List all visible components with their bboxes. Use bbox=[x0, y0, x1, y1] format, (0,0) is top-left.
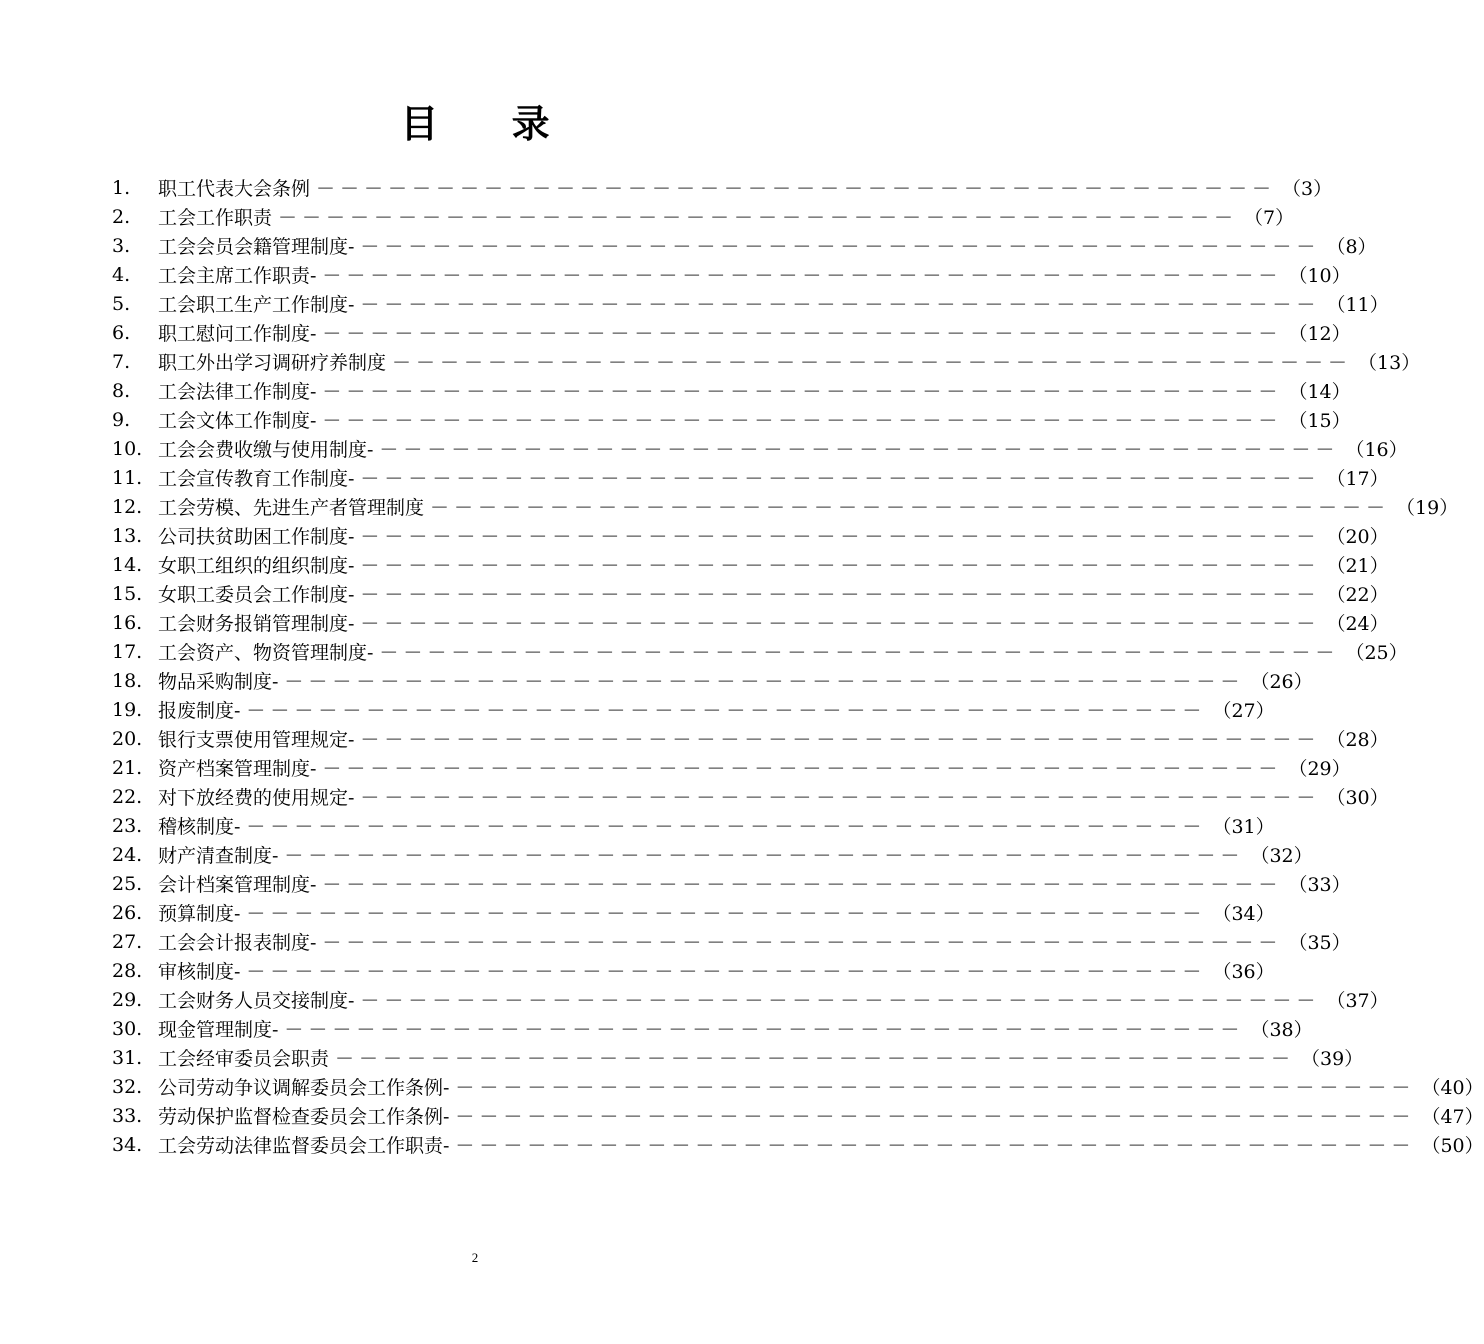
toc-entry[interactable] bbox=[112, 666, 1313, 695]
toc-entry[interactable] bbox=[112, 840, 1313, 869]
toc-entry-title: 工会法律工作制度- bbox=[158, 381, 317, 403]
toc-entry-page: （21） bbox=[1326, 555, 1389, 577]
toc-entry-number: 2. bbox=[112, 205, 131, 228]
toc-dash-leader: －－－－－－－－－－－－－－－－－－－－－－－－－－－－－－－－－－－－－－－－ bbox=[322, 381, 1283, 403]
toc-dash-leader: －－－－－－－－－－－－－－－－－－－－－－－－－－－－－－－－－－－－－－－－ bbox=[322, 323, 1283, 345]
toc-entry[interactable] bbox=[112, 1014, 1313, 1043]
toc-entry-page: （38） bbox=[1250, 1019, 1313, 1041]
toc-dash-leader: －－－－－－－－－－－－－－－－－－－－－－－－－－－－－－－－－－－－－－－－ bbox=[322, 758, 1283, 780]
toc-entry[interactable] bbox=[112, 434, 1408, 463]
toc-entry-number: 26. bbox=[112, 901, 143, 924]
toc-entry-page: （11） bbox=[1326, 294, 1389, 316]
toc-entry-title: 财产清查制度- bbox=[158, 845, 279, 867]
toc-entry-title: 职工慰问工作制度- bbox=[158, 323, 317, 345]
toc-entry[interactable] bbox=[112, 202, 1295, 231]
toc-entry-title: 会计档案管理制度- bbox=[158, 874, 317, 896]
toc-entry-page: （37） bbox=[1326, 990, 1389, 1012]
toc-dash-leader: －－－－－－－－－－－－－－－－－－－－－－－－－－－－－－－－－－－－－－－－ bbox=[316, 178, 1277, 200]
toc-entry-title: 报废制度- bbox=[158, 700, 241, 722]
page-number: 2 bbox=[471, 1250, 479, 1265]
toc-entry[interactable] bbox=[112, 1072, 1484, 1101]
toc-entry-page: （47） bbox=[1421, 1106, 1484, 1128]
toc-entry[interactable] bbox=[112, 956, 1275, 985]
toc-entry-page: （8） bbox=[1326, 236, 1377, 258]
toc-entry-title: 工会宣传教育工作制度- bbox=[158, 468, 355, 490]
toc-entry[interactable] bbox=[112, 724, 1389, 753]
toc-entry-title: 物品采购制度- bbox=[158, 671, 279, 693]
toc-entry-number: 32. bbox=[112, 1075, 143, 1098]
toc-entry-title: 对下放经费的使用规定- bbox=[158, 787, 355, 809]
toc-entry[interactable] bbox=[112, 1130, 1484, 1159]
toc-dash-leader: －－－－－－－－－－－－－－－－－－－－－－－－－－－－－－－－－－－－－－－－ bbox=[360, 729, 1321, 751]
toc-entry-number: 16. bbox=[112, 611, 143, 634]
toc-entry-number: 5. bbox=[112, 292, 131, 315]
toc-entry-number: 11. bbox=[112, 466, 143, 489]
toc-entry-page: （39） bbox=[1301, 1048, 1364, 1070]
toc-entry-page: （12） bbox=[1288, 323, 1351, 345]
toc-entry-title: 预算制度- bbox=[158, 903, 241, 925]
toc-entry-title: 稽核制度- bbox=[158, 816, 241, 838]
toc-entry-title: 女职工委员会工作制度- bbox=[158, 584, 355, 606]
toc-entry-number: 12. bbox=[112, 495, 143, 518]
toc-entry-title: 职工外出学习调研疗养制度 bbox=[158, 352, 387, 374]
toc-dash-leader: －－－－－－－－－－－－－－－－－－－－－－－－－－－－－－－－－－－－－－－－ bbox=[430, 497, 1391, 519]
toc-entry[interactable] bbox=[112, 173, 1333, 202]
toc-entry-number: 29. bbox=[112, 988, 143, 1011]
toc-dash-leader: －－－－－－－－－－－－－－－－－－－－－－－－－－－－－－－－－－－－－－－－ bbox=[278, 207, 1239, 229]
toc-entry-number: 28. bbox=[112, 959, 143, 982]
toc-entry-number: 19. bbox=[112, 698, 143, 721]
toc-entry-page: （24） bbox=[1326, 613, 1389, 635]
toc-entry[interactable] bbox=[112, 695, 1275, 724]
toc-entry[interactable] bbox=[112, 463, 1389, 492]
toc-dash-leader: －－－－－－－－－－－－－－－－－－－－－－－－－－－－－－－－－－－－－－－－ bbox=[392, 352, 1353, 374]
toc-entry[interactable] bbox=[112, 898, 1275, 927]
toc-entry-title: 现金管理制度- bbox=[158, 1019, 279, 1041]
toc-dash-leader: －－－－－－－－－－－－－－－－－－－－－－－－－－－－－－－－－－－－－－－－ bbox=[379, 642, 1340, 664]
toc-entry-title: 银行支票使用管理规定- bbox=[158, 729, 355, 751]
toc-entry[interactable] bbox=[112, 318, 1351, 347]
toc-dash-leader: －－－－－－－－－－－－－－－－－－－－－－－－－－－－－－－－－－－－－－－－ bbox=[246, 961, 1207, 983]
toc-dash-leader: －－－－－－－－－－－－－－－－－－－－－－－－－－－－－－－－－－－－－－－－ bbox=[360, 555, 1321, 577]
toc-dash-leader: －－－－－－－－－－－－－－－－－－－－－－－－－－－－－－－－－－－－－－－－ bbox=[360, 584, 1321, 606]
toc-entry-number: 20. bbox=[112, 727, 143, 750]
toc-entry-page: （30） bbox=[1326, 787, 1389, 809]
toc-dash-leader: －－－－－－－－－－－－－－－－－－－－－－－－－－－－－－－－－－－－－－－－ bbox=[284, 845, 1245, 867]
toc-entry-title: 工会劳动法律监督委员会工作职责- bbox=[158, 1135, 450, 1157]
toc-entry-page: （25） bbox=[1345, 642, 1408, 664]
page-title: 目 录 bbox=[400, 102, 580, 146]
toc-entry-title: 工会资产、物资管理制度- bbox=[158, 642, 374, 664]
toc-entry[interactable] bbox=[112, 608, 1389, 637]
toc-entry-number: 22. bbox=[112, 785, 143, 808]
toc-entry-page: （36） bbox=[1212, 961, 1275, 983]
toc-dash-leader: －－－－－－－－－－－－－－－－－－－－－－－－－－－－－－－－－－－－－－－－ bbox=[284, 1019, 1245, 1041]
toc-dash-leader: －－－－－－－－－－－－－－－－－－－－－－－－－－－－－－－－－－－－－－－－ bbox=[360, 236, 1321, 258]
toc-dash-leader: －－－－－－－－－－－－－－－－－－－－－－－－－－－－－－－－－－－－－－－－ bbox=[246, 816, 1207, 838]
toc-entry-number: 17. bbox=[112, 640, 143, 663]
toc-entry-title: 审核制度- bbox=[158, 961, 241, 983]
toc-entry-number: 1. bbox=[112, 176, 131, 199]
toc-entry-title: 工会经审委员会职责 bbox=[158, 1048, 330, 1070]
toc-entry-number: 24. bbox=[112, 843, 143, 866]
toc-dash-leader: －－－－－－－－－－－－－－－－－－－－－－－－－－－－－－－－－－－－－－－－ bbox=[455, 1135, 1416, 1157]
toc-entry-page: （26） bbox=[1250, 671, 1313, 693]
toc-entry-title: 工会劳模、先进生产者管理制度 bbox=[158, 497, 425, 519]
toc-dash-leader: －－－－－－－－－－－－－－－－－－－－－－－－－－－－－－－－－－－－－－－－ bbox=[379, 439, 1340, 461]
toc-entry[interactable] bbox=[112, 637, 1408, 666]
toc-entry-number: 15. bbox=[112, 582, 143, 605]
toc-dash-leader: －－－－－－－－－－－－－－－－－－－－－－－－－－－－－－－－－－－－－－－－ bbox=[360, 990, 1321, 1012]
toc-entry-number: 14. bbox=[112, 553, 143, 576]
toc-entry[interactable] bbox=[112, 550, 1389, 579]
toc-entry-page: （29） bbox=[1288, 758, 1351, 780]
toc-dash-leader: －－－－－－－－－－－－－－－－－－－－－－－－－－－－－－－－－－－－－－－－ bbox=[322, 932, 1283, 954]
toc-entry[interactable] bbox=[112, 782, 1389, 811]
toc-entry-page: （31） bbox=[1212, 816, 1275, 838]
table-of-contents bbox=[112, 173, 1484, 1159]
toc-entry-page: （14） bbox=[1288, 381, 1351, 403]
toc-entry-page: （50） bbox=[1421, 1135, 1484, 1157]
toc-entry[interactable] bbox=[112, 927, 1351, 956]
toc-entry[interactable] bbox=[112, 985, 1389, 1014]
toc-entry[interactable] bbox=[112, 1043, 1364, 1072]
toc-entry-page: （33） bbox=[1288, 874, 1351, 896]
toc-entry[interactable] bbox=[112, 347, 1421, 376]
toc-entry-number: 4. bbox=[112, 263, 131, 286]
toc-entry-number: 10. bbox=[112, 437, 143, 460]
toc-entry-page: （7） bbox=[1244, 207, 1295, 229]
toc-entry-number: 31. bbox=[112, 1046, 143, 1069]
toc-entry-page: （22） bbox=[1326, 584, 1389, 606]
toc-entry-page: （3） bbox=[1282, 178, 1333, 200]
toc-dash-leader: －－－－－－－－－－－－－－－－－－－－－－－－－－－－－－－－－－－－－－－－ bbox=[360, 294, 1321, 316]
toc-entry-title: 工会工作职责 bbox=[158, 207, 273, 229]
toc-entry-page: （17） bbox=[1326, 468, 1389, 490]
toc-entry[interactable] bbox=[112, 1101, 1484, 1130]
toc-entry-number: 21. bbox=[112, 756, 143, 779]
toc-entry[interactable] bbox=[112, 869, 1351, 898]
toc-dash-leader: －－－－－－－－－－－－－－－－－－－－－－－－－－－－－－－－－－－－－－－－ bbox=[360, 526, 1321, 548]
toc-dash-leader: －－－－－－－－－－－－－－－－－－－－－－－－－－－－－－－－－－－－－－－－ bbox=[246, 903, 1207, 925]
toc-entry-page: （20） bbox=[1326, 526, 1389, 548]
toc-entry-number: 33. bbox=[112, 1104, 143, 1127]
toc-entry-number: 30. bbox=[112, 1017, 143, 1040]
toc-entry-title: 工会财务报销管理制度- bbox=[158, 613, 355, 635]
toc-dash-leader: －－－－－－－－－－－－－－－－－－－－－－－－－－－－－－－－－－－－－－－－ bbox=[335, 1048, 1296, 1070]
toc-entry-number: 7. bbox=[112, 350, 131, 373]
toc-entry-page: （32） bbox=[1250, 845, 1313, 867]
toc-entry-title: 工会主席工作职责- bbox=[158, 265, 317, 287]
toc-dash-leader: －－－－－－－－－－－－－－－－－－－－－－－－－－－－－－－－－－－－－－－－ bbox=[322, 265, 1283, 287]
toc-entry-page: （16） bbox=[1345, 439, 1408, 461]
toc-entry[interactable] bbox=[112, 521, 1389, 550]
toc-entry[interactable] bbox=[112, 811, 1275, 840]
toc-entry-title: 资产档案管理制度- bbox=[158, 758, 317, 780]
toc-entry-number: 6. bbox=[112, 321, 131, 344]
toc-dash-leader: －－－－－－－－－－－－－－－－－－－－－－－－－－－－－－－－－－－－－－－－ bbox=[360, 613, 1321, 635]
toc-dash-leader: －－－－－－－－－－－－－－－－－－－－－－－－－－－－－－－－－－－－－－－－ bbox=[455, 1106, 1416, 1128]
toc-entry-title: 职工代表大会条例 bbox=[158, 178, 311, 200]
toc-entry-title: 女职工组织的组织制度- bbox=[158, 555, 355, 577]
toc-entry-number: 13. bbox=[112, 524, 143, 547]
toc-entry-title: 劳动保护监督检查委员会工作条例- bbox=[158, 1106, 450, 1128]
toc-entry-title: 公司劳动争议调解委员会工作条例- bbox=[158, 1077, 450, 1099]
toc-entry-page: （28） bbox=[1326, 729, 1389, 751]
toc-entry[interactable] bbox=[112, 376, 1351, 405]
toc-entry-title: 工会会员会籍管理制度- bbox=[158, 236, 355, 258]
toc-entry[interactable] bbox=[112, 289, 1389, 318]
toc-entry-page: （10） bbox=[1288, 265, 1351, 287]
toc-entry[interactable] bbox=[112, 260, 1351, 289]
toc-entry-page: （13） bbox=[1358, 352, 1421, 374]
toc-entry-page: （35） bbox=[1288, 932, 1351, 954]
toc-entry-number: 8. bbox=[112, 379, 131, 402]
toc-entry[interactable] bbox=[112, 753, 1351, 782]
toc-entry-title: 工会文体工作制度- bbox=[158, 410, 317, 432]
toc-dash-leader: －－－－－－－－－－－－－－－－－－－－－－－－－－－－－－－－－－－－－－－－ bbox=[284, 671, 1245, 693]
toc-entry-number: 23. bbox=[112, 814, 143, 837]
toc-entry-title: 工会财务人员交接制度- bbox=[158, 990, 355, 1012]
toc-entry[interactable] bbox=[112, 405, 1351, 434]
toc-entry[interactable] bbox=[112, 579, 1389, 608]
toc-entry-number: 18. bbox=[112, 669, 143, 692]
toc-entry-title: 公司扶贫助困工作制度- bbox=[158, 526, 355, 548]
toc-entry-title: 工会会计报表制度- bbox=[158, 932, 317, 954]
toc-entry[interactable] bbox=[112, 231, 1377, 260]
toc-entry-number: 27. bbox=[112, 930, 143, 953]
toc-entry-page: （27） bbox=[1212, 700, 1275, 722]
toc-entry-title: 工会会费收缴与使用制度- bbox=[158, 439, 374, 461]
toc-entry-number: 34. bbox=[112, 1133, 143, 1156]
toc-entry-page: （40） bbox=[1421, 1077, 1484, 1099]
toc-dash-leader: －－－－－－－－－－－－－－－－－－－－－－－－－－－－－－－－－－－－－－－－ bbox=[322, 410, 1283, 432]
toc-dash-leader: －－－－－－－－－－－－－－－－－－－－－－－－－－－－－－－－－－－－－－－－ bbox=[246, 700, 1207, 722]
toc-dash-leader: －－－－－－－－－－－－－－－－－－－－－－－－－－－－－－－－－－－－－－－－ bbox=[322, 874, 1283, 896]
toc-entry[interactable] bbox=[112, 492, 1459, 521]
toc-entry-page: （19） bbox=[1396, 497, 1459, 519]
toc-dash-leader: －－－－－－－－－－－－－－－－－－－－－－－－－－－－－－－－－－－－－－－－ bbox=[360, 468, 1321, 490]
toc-dash-leader: －－－－－－－－－－－－－－－－－－－－－－－－－－－－－－－－－－－－－－－－ bbox=[455, 1077, 1416, 1099]
toc-entry-title: 工会职工生产工作制度- bbox=[158, 294, 355, 316]
toc-entry-page: （15） bbox=[1288, 410, 1351, 432]
toc-dash-leader: －－－－－－－－－－－－－－－－－－－－－－－－－－－－－－－－－－－－－－－－ bbox=[360, 787, 1321, 809]
toc-entry-number: 3. bbox=[112, 234, 131, 257]
toc-entry-number: 25. bbox=[112, 872, 143, 895]
toc-entry-number: 9. bbox=[112, 408, 131, 431]
toc-entry-page: （34） bbox=[1212, 903, 1275, 925]
